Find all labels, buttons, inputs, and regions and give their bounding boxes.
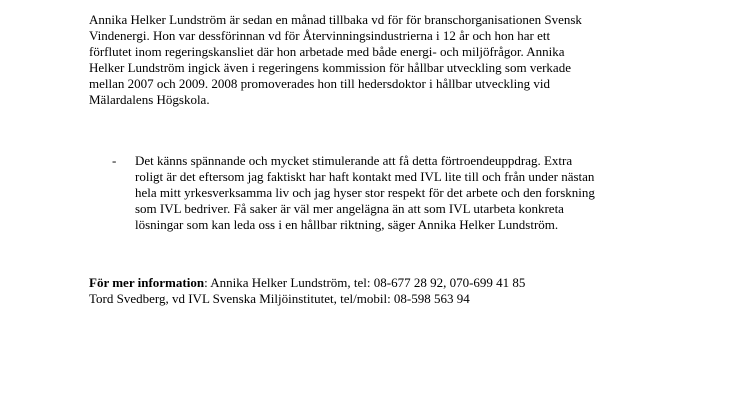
contact-info: [89, 275, 689, 307]
intro-line: Vindenergi. Hon var dessförinnan vd för Återvinningsindustrierna i 12 år och hon har ett: [89, 28, 551, 43]
quote-text: [135, 153, 595, 233]
quote-line: Det känns spännande och mycket stimulerande att få detta förtroendeuppdrag. Extra: [135, 153, 573, 168]
intro-line: Annika Helker Lundström är sedan en månad tillbaka vd för för branschorganisationen Svensk: [89, 12, 582, 27]
quote-dash: -: [112, 153, 117, 168]
quote-line: roligt är det eftersom jag faktiskt har haft kontakt med IVL lite till och från under nästan: [135, 169, 595, 184]
contact-line-1: [89, 275, 689, 291]
quote-line: lösningar som kan leda oss i en hållbar riktning, säger Annika Helker Lundström.: [135, 217, 559, 232]
intro-paragraph: [89, 12, 689, 108]
contact-label: För mer information: [89, 275, 205, 290]
quote-line: hela mitt yrkesverksamma liv och jag hyser stor respekt för det arbete och den forskning: [135, 185, 595, 200]
contact-details: : Annika Helker Lundström, tel: 08-677 28 92, 070-699 41 85: [204, 275, 526, 290]
contact-line-2: Tord Svedberg, vd IVL Svenska Miljöinstitutet, tel/mobil: 08-598 563 94: [89, 291, 470, 306]
quote-line: som IVL bedriver. Få saker är väl mer angelägna än att som IVL utarbeta konkreta: [135, 201, 564, 216]
intro-line: förflutet inom regeringskansliet där hon arbetade med både energi- och miljöfrågor. Annika: [89, 44, 565, 59]
intro-line: Helker Lundström ingick även i regeringens kommission för hållbar utveckling som verkade: [89, 60, 571, 75]
intro-line: Mälardalens Högskola.: [89, 92, 210, 107]
intro-line: mellan 2007 och 2009. 2008 promoverades hon till hedersdoktor i hållbar utveckling vid: [89, 76, 551, 91]
